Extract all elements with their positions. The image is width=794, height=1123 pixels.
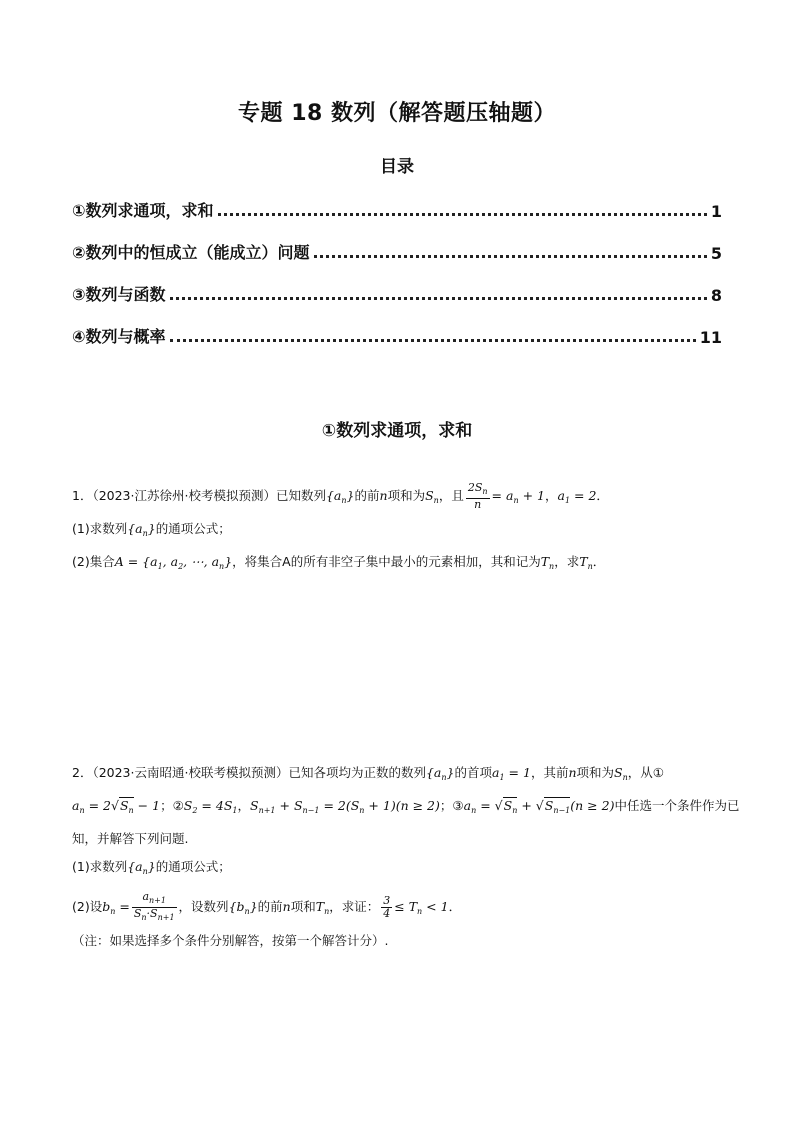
question-1-part-1: (1)求数列$\{a_n\}$的通项公式； [72,521,231,538]
toc-entry-1[interactable] [72,195,722,221]
question-2-continuation: 知，并解答下列问题. [72,831,189,846]
toc-entry-label: ④数列与概率 [72,327,166,346]
question-2-part-1: (1)求数列$\{a_n\}$的通项公式； [72,859,231,876]
question-2-note: （注：如果选择多个条件分别解答，按第一个解答计分）. [72,933,389,948]
question-2 [72,762,740,952]
fraction: $\frac{a_{n+1}}{S_n\cdot S_{n+1}}$ [133,890,175,922]
fraction: $\frac{3}{4}$ [383,894,391,920]
question-2-part-2: (2)设$b_n$ = $\frac{a_{n+1}}{S_n\cdot S_{n+1}}$ ，设数列$\{b_n\}$的前n项和$T_n$，求证： $\frac{3}{4}$ ≤ $T_n < 1$． [72,890,462,922]
question-1-part-2: (2)集合$A = \{a_1$, $a_2$, ⋯, $a_n$}，将集合A的所有非空子集中最小的元素相加，其和记为$T_n$，求$T_n$． [72,554,606,571]
toc-entry-page: 1 [710,202,722,221]
toc-entry-page: 8 [710,286,722,305]
section-title: ①数列求通项，求和 [321,421,473,441]
question-1 [72,482,722,578]
question-1-stem: 1．（2023·江苏徐州·校考模拟预测）已知数列$\{a_n\}$的前n项和为$S_n$，且 $\frac{2S_n}{n}$ = $a_n + 1$，$a_1 = 2$． [72,481,609,511]
page-title: 专题 18 数列（解答题压轴题） [238,101,556,126]
toc-entry-4[interactable] [72,321,722,347]
toc-leader-dots [170,297,707,300]
toc-entry-label: ③数列与函数 [72,285,166,304]
toc-leader-dots [170,339,696,342]
toc-entry-label: ②数列中的恒成立（能成立）问题 [72,243,310,262]
toc-entry-label: ①数列求通项，求和 [72,201,214,220]
toc-entry-page: 5 [710,244,722,263]
question-2-stem: 2．（2023·云南昭通·校联考模拟预测）已知各项均为正数的数列$\{a_n\}$的首项$a_1 = 1$，其前n项和为$S_n$，从① [72,765,664,782]
toc-heading: 目录 [380,157,414,177]
fraction: $\frac{2S_n}{n}$ [467,481,488,511]
toc-entry-3[interactable] [72,279,722,305]
toc-entry-2[interactable] [72,237,722,263]
toc-leader-dots [314,255,707,258]
toc-entry-page: 11 [699,328,722,347]
toc-leader-dots [218,213,707,216]
question-2-conditions: $a_n = 2√S_n - 1$；$②S_2 = 4S_1$，$S_{n+1} + S_{n-1} = 2(S_n + 1)(n \ge 2)$；$③a_n = √S_n + √S_{n-1}(n \ge 2)$中任选一个条件作为已 [72,798,740,815]
